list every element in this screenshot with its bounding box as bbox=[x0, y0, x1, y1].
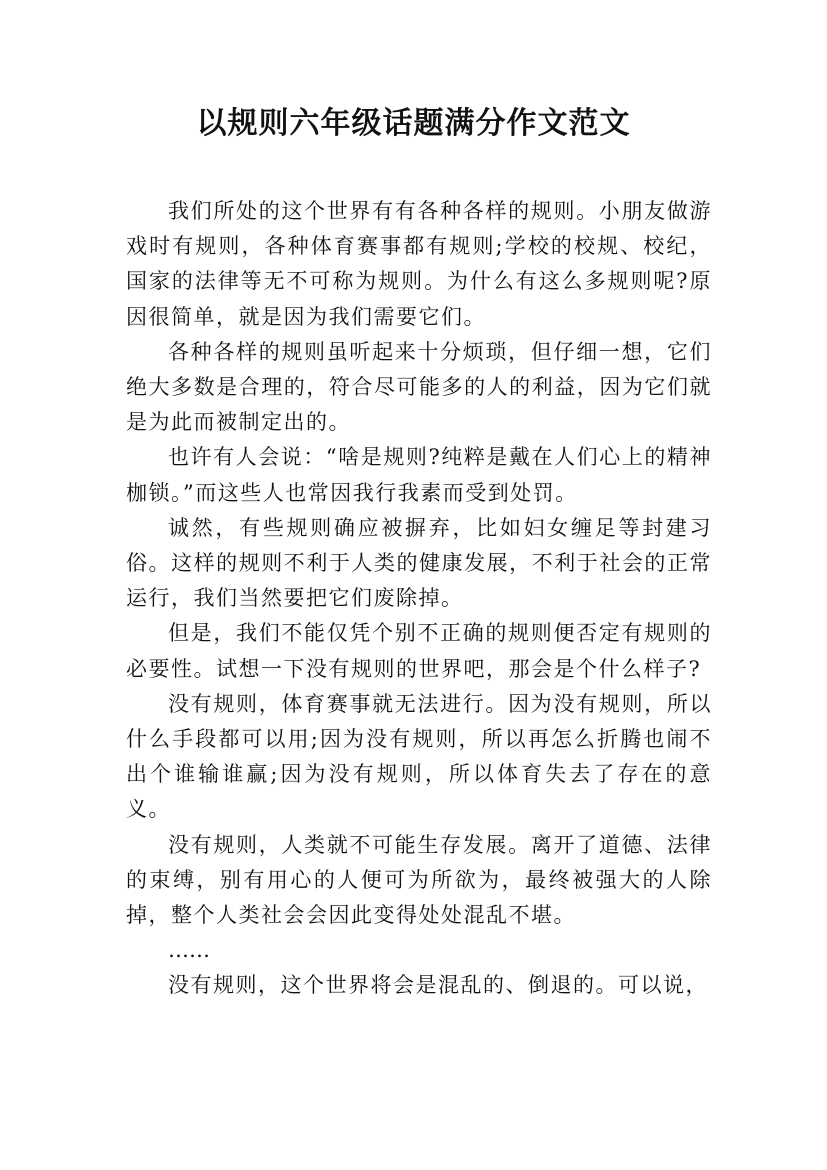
ellipsis: …… bbox=[168, 938, 210, 963]
paragraph-6: 没有规则，体育赛事就无法进行。因为没有规则，所以什么手段都可以用;因为没有规则，所以再怎么折腾也闹不出个谁输谁赢;因为没有规则，所以体育失去了存在的意义。 bbox=[126, 691, 712, 822]
paragraph-7: 没有规则，人类就不可能生存发展。离开了道德、法律的束缚，别有用心的人便可为所欲为，最终被强大的人除掉，整个人类社会会因此变得处处混乱不堪。 bbox=[126, 832, 712, 928]
paragraph-5: 但是，我们不能仅凭个别不正确的规则便否定有规则的必要性。试想一下没有规则的世界吧，那会是个什么样子? bbox=[126, 621, 712, 681]
paragraph-1: 我们所处的这个世界有有各种各样的规则。小朋友做游戏时有规则，各种体育赛事都有规则;学校的校规、校纪，国家的法律等无不可称为规则。为什么有这么多规则呢?原因很简单，就是因为我们需要它们。 bbox=[126, 199, 712, 329]
document-title: 以规则六年级话题满分作文范文 bbox=[196, 106, 631, 141]
paragraph-last: 没有规则，这个世界将会是混乱的、倒退的。可以说， bbox=[168, 973, 708, 998]
paragraph-3: 也许有人会说：“啥是规则?纯粹是戴在人们心上的精神枷锁。”而这些人也常因我行我素而受到处罚。 bbox=[126, 445, 712, 505]
document-body bbox=[126, 194, 712, 1004]
paragraph-2: 各种各样的规则虽听起来十分烦琐，但仔细一想，它们绝大多数是合理的，符合尽可能多的人的利益，因为它们就是为此而被制定出的。 bbox=[126, 339, 712, 435]
paragraph-4: 诚然，有些规则确应被摒弃，比如妇女缠足等封建习俗。这样的规则不利于人类的健康发展，不利于社会的正常运行，我们当然要把它们废除掉。 bbox=[126, 515, 712, 611]
